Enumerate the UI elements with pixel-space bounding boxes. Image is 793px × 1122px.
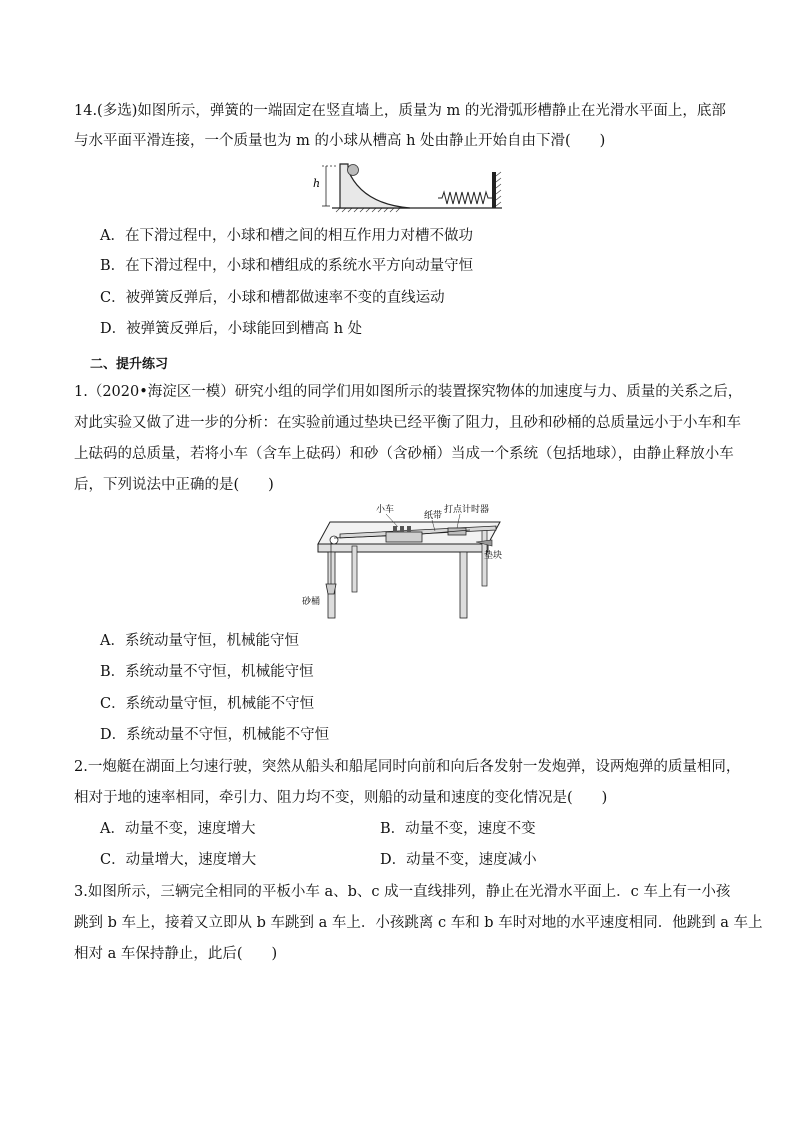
- ball-icon: [348, 165, 359, 176]
- label-bucket: 砂桶: [302, 597, 321, 607]
- q1-option-a: A．系统动量守恒，机械能守恒: [100, 633, 299, 649]
- label-block: 垫块: [484, 551, 503, 561]
- bucket-icon: [326, 584, 336, 594]
- q1-stem-line2: 对此实验又做了进一步的分析：在实验前通过垫块已经平衡了阻力，且砂和砂桶的总质量远小于小车和车: [74, 415, 741, 431]
- q2-option-d: D．动量不变，速度减小: [380, 852, 537, 868]
- q2-option-c: C．动量增大，速度增大: [100, 852, 257, 868]
- q14-option-c: C．被弹簧反弹后，小球和槽都做速率不变的直线运动: [100, 290, 445, 306]
- q14-stem-line2: 与水平面平滑连接，一个质量也为 m 的小球从槽高 h 处由静止开始自由下滑( ): [74, 133, 606, 149]
- q2-stem-line2: 相对于地的速率相同，牵引力、阻力均不变，则船的动量和速度的变化情况是( ): [74, 790, 608, 806]
- q14-option-a: A．在下滑过程中，小球和槽之间的相互作用力对槽不做功: [100, 228, 473, 244]
- section-title: 二、提升练习: [90, 357, 169, 372]
- height-label: h: [313, 177, 321, 190]
- q1-option-b: B．系统动量不守恒，机械能守恒: [100, 664, 314, 680]
- q2-stem-line1: 2.一炮艇在湖面上匀速行驶，突然从船头和船尾同时向前和向后各发射一发炮弹，设两炮弹的质量相同，: [74, 759, 741, 775]
- q2-option-b: B．动量不变，速度不变: [380, 821, 536, 837]
- q1-option-d: D．系统动量不守恒，机械能不守恒: [100, 727, 330, 743]
- q14-option-b: B．在下滑过程中，小球和槽组成的系统水平方向动量守恒: [100, 258, 474, 274]
- q3-stem-line2: 跳到 b 车上，接着又立即从 b 车跳到 a 车上．小孩跳离 c 车和 b 车时对地的水平速度相同．他跳到 a 车上: [74, 915, 763, 931]
- q1-stem-line4: 后，下列说法中正确的是( ): [74, 477, 274, 493]
- label-timer: 打点计时器: [444, 505, 490, 515]
- spring-icon: [438, 192, 492, 204]
- q14-option-d: D．被弹簧反弹后，小球能回到槽高 h 处: [100, 321, 363, 337]
- q14-figure-slope-spring: [310, 160, 506, 214]
- cart-icon: [386, 532, 422, 542]
- q1-stem-line1: 1.（2020•海淀区一模）研究小组的同学们用如图所示的装置探究物体的加速度与力、质量的关系之后，: [74, 384, 743, 400]
- q1-option-c: C．系统动量守恒，机械能不守恒: [100, 696, 315, 712]
- q1-stem-line3: 上砝码的总质量，若将小车（含车上砝码）和砂（含砂桶）当成一个系统（包括地球），由静止释放小车: [74, 446, 734, 462]
- q3-stem-line1: 3.如图所示，三辆完全相同的平板小车 a、b、c 成一直线排列，静止在光滑水平面上．c 车上有一小孩: [74, 884, 731, 900]
- q2-option-a: A．动量不变，速度增大: [100, 821, 256, 837]
- label-tape: 纸带: [424, 511, 443, 521]
- q14-stem-line1: 14.(多选)如图所示，弹簧的一端固定在竖直墙上，质量为 m 的光滑弧形槽静止在光滑水平面上，底部: [74, 103, 726, 119]
- q1-figure-apparatus: [300, 500, 510, 620]
- label-cart: 小车: [376, 505, 395, 515]
- q3-stem-line3: 相对 a 车保持静止，此后( ): [74, 946, 278, 962]
